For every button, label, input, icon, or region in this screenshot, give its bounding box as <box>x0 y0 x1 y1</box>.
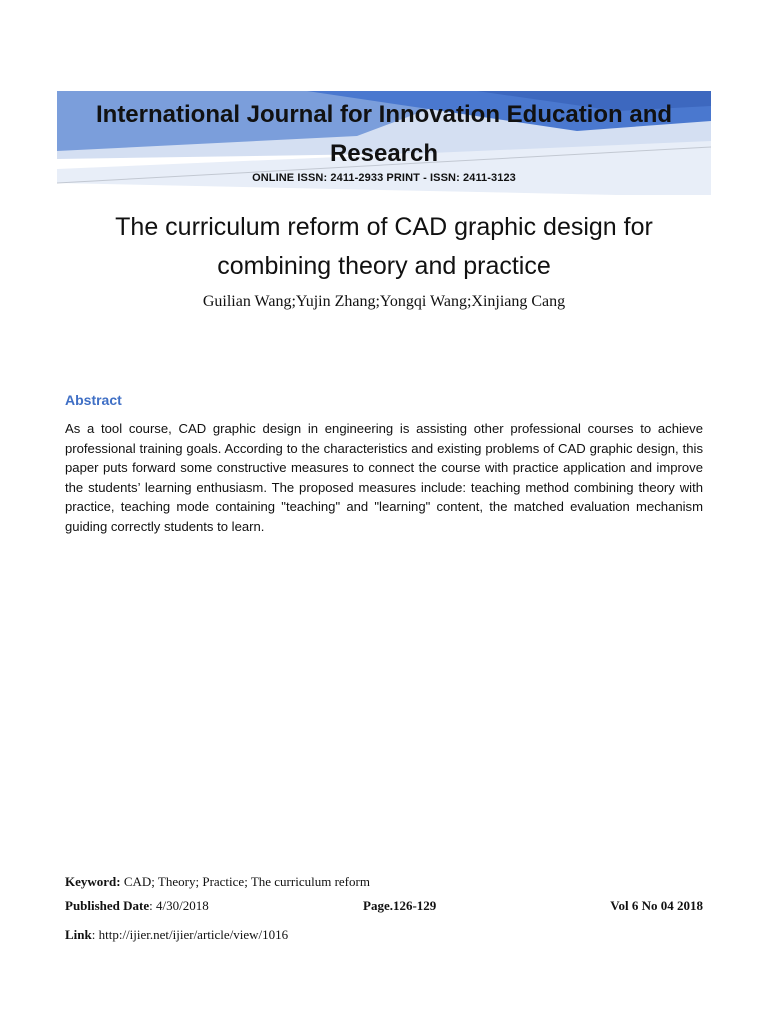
keyword-value: CAD; Theory; Practice; The curriculum reform <box>123 874 370 889</box>
volume-issue: Vol 6 No 04 2018 <box>610 898 703 913</box>
published-label: Published Date <box>65 898 150 913</box>
published-value: : 4/30/2018 <box>149 898 209 913</box>
keyword-line <box>65 874 370 890</box>
link-label: Link <box>65 927 92 942</box>
published-date-line <box>65 898 209 914</box>
author-list: Guilian Wang;Yujin Zhang;Yongqi Wang;Xinjiang Cang <box>202 293 566 310</box>
page-range: Page.126-129 <box>363 898 437 913</box>
article-link-line[interactable] <box>65 927 288 943</box>
abstract-text: As a tool course, CAD graphic design in engineering is assisting other professional courses to achieve professional training goals. According to the characteristics and existing problems of CAD graphic design, this paper puts forward some constructive measures to connect the course with practice application and improve the students’ learning enthusiasm. The proposed measures include: teaching method combining theory with practice, teaching mode containing "teaching" and "learning" content, the matched evaluation mechanism guiding correctly students to learn. <box>65 421 703 534</box>
issn-line: ONLINE ISSN: 2411-2933 PRINT - ISSN: 2411-3123 <box>252 172 516 184</box>
article-link[interactable]: : http://ijier.net/ijier/article/view/1016 <box>91 927 289 942</box>
keyword-label: Keyword: <box>65 874 121 889</box>
paper-title: The curriculum reform of CAD graphic design for combining theory and practice <box>115 213 653 280</box>
abstract-heading: Abstract <box>65 392 122 408</box>
journal-title: International Journal for Innovation Education and Research <box>95 101 673 167</box>
